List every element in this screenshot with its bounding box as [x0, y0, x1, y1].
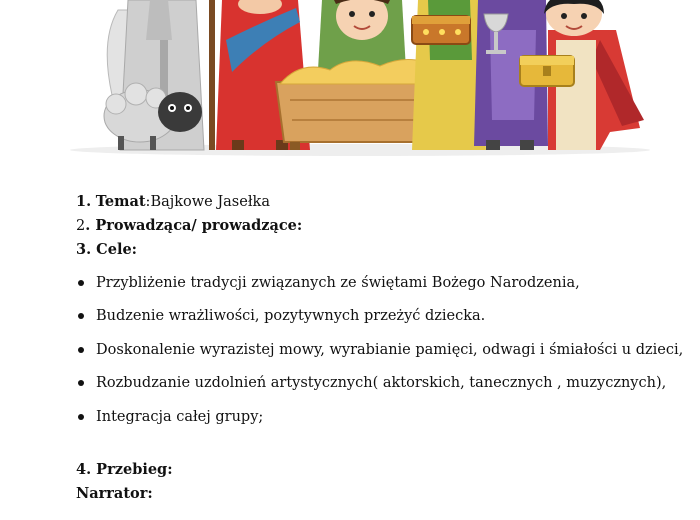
course-heading-line [76, 458, 676, 482]
goal-text: Budzenie wrażliwości, pozytywnych przeżyć dziecka. [96, 308, 486, 325]
goal-text: Integracja całej grupy; [96, 408, 264, 425]
narrator-line [76, 482, 676, 506]
bullet-icon [78, 347, 84, 353]
nativity-illustration [0, 0, 700, 160]
goals-heading: 3. Cele: [76, 241, 138, 258]
topic-separator: : [145, 194, 151, 210]
list-item [76, 367, 676, 401]
mary-figure [318, 0, 406, 70]
goal-text: Przybliżenie tradycji związanych ze świętami Bożego Narodzenia, [96, 274, 580, 291]
bullet-icon [78, 380, 84, 386]
topic-line [76, 190, 676, 214]
goals-heading-line [76, 238, 676, 262]
topic-label: Temat [95, 193, 146, 210]
course-heading: 4. Przebieg: [76, 460, 173, 478]
bullet-icon [78, 313, 84, 319]
goals-list [76, 266, 684, 434]
narrator-label: Narrator: [76, 484, 153, 502]
document-body [76, 190, 684, 506]
bullet-icon [78, 414, 84, 420]
list-item [76, 333, 684, 367]
leaders-label: . Prowadząca/ prowadzące: [85, 217, 303, 234]
topic-number: 1. [76, 193, 92, 210]
list-item [76, 266, 676, 300]
list-item [76, 400, 676, 434]
bullet-icon [78, 280, 84, 286]
list-item [76, 300, 676, 334]
leaders-line [76, 214, 676, 238]
topic-value: Bajkowe Jasełka [150, 194, 270, 210]
goal-text: Rozbudzanie uzdolnień artystycznych( aktorskich, tanecznych , muzycznych), [96, 375, 667, 392]
leaders-number: 2 [76, 218, 86, 234]
goal-text: Doskonalenie wyrazistej mowy, wyrabianie pamięci, odwagi i śmiałości u dzieci, [96, 341, 684, 358]
